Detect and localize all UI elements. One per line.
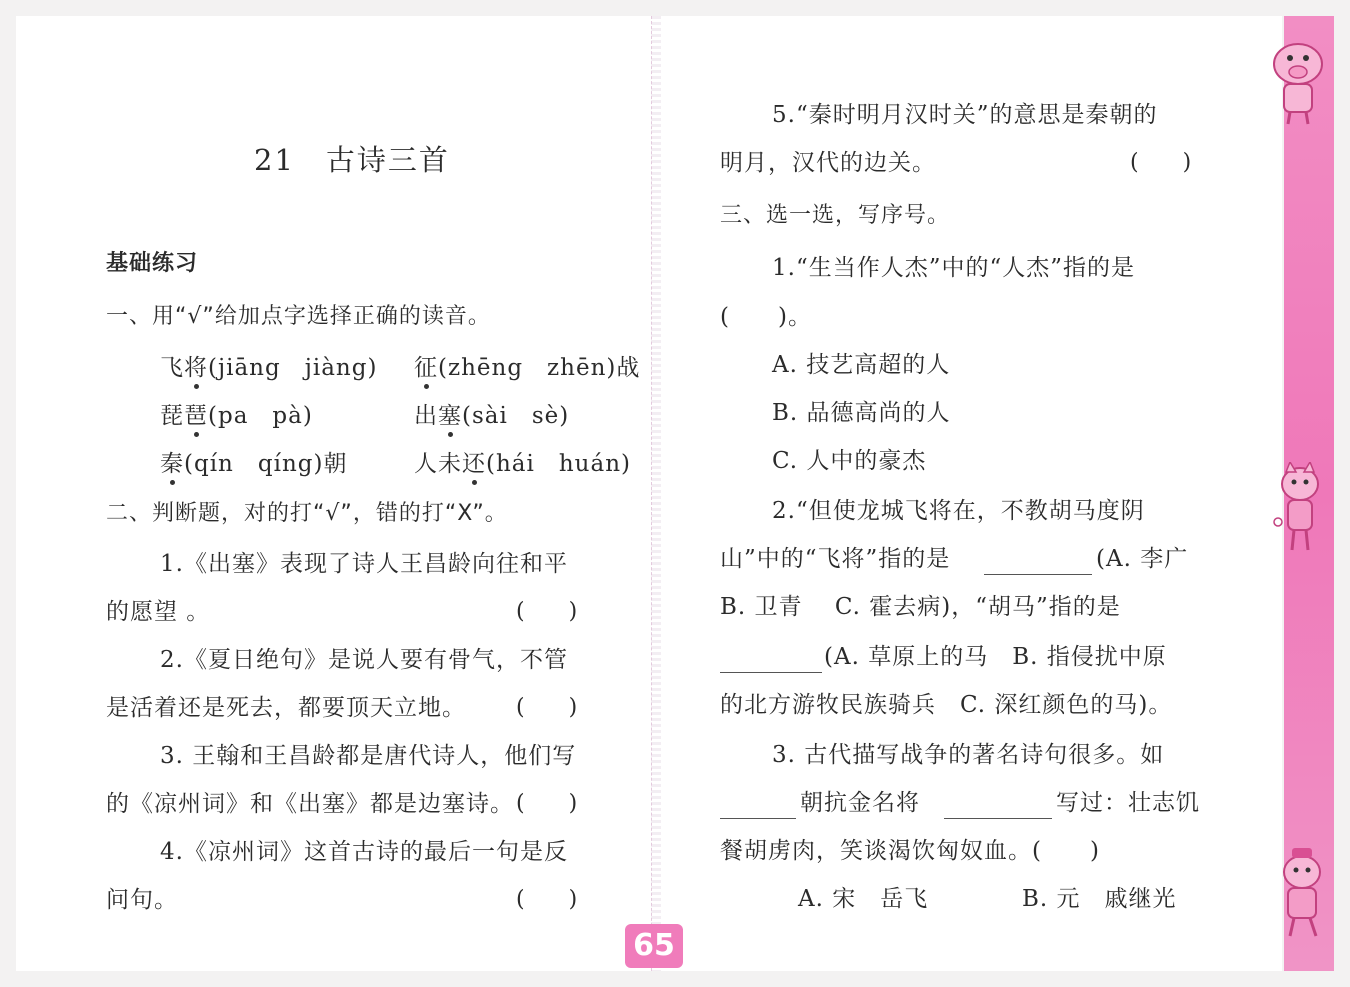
answer-blank[interactable] — [984, 550, 1092, 575]
answer-blank[interactable] — [720, 648, 822, 673]
answer-paren[interactable]: ( ) — [516, 887, 578, 912]
choice-question-line: 写过：壮志饥 — [1056, 790, 1200, 816]
dotted-char: 将 — [184, 355, 208, 381]
dotted-char: 还 — [462, 451, 486, 477]
pinyin-item: 飞将(jiāng jiàng) — [160, 355, 378, 381]
pinyin-item: 征(zhēng zhēn)战 — [414, 355, 641, 381]
question-2-heading: 二、判断题，对的打“√”，错的打“X”。 — [106, 501, 508, 526]
wolf-mascot-icon — [1270, 462, 1330, 554]
dotted-char: 塞 — [438, 403, 462, 429]
choice-question-line: 山”中的“飞将”指的是 — [720, 546, 951, 572]
page-title: 21 古诗三首 — [254, 143, 450, 177]
judge-line: 的愿望 。 — [106, 599, 211, 625]
dotted-char: 秦 — [160, 451, 184, 477]
judge-line: 4.《凉州词》这首古诗的最后一句是反 — [160, 839, 568, 865]
choice-question-line: 朝抗金名将 — [800, 790, 920, 816]
answer-paren[interactable]: ( ) — [516, 791, 578, 816]
choice-option: B. 品德高尚的人 — [772, 400, 951, 426]
choice-question-line: ( )。 — [720, 304, 812, 330]
dotted-char: 琶 — [184, 403, 208, 429]
choice-option: C. 人中的豪杰 — [772, 448, 927, 474]
judge-line: 2.《夏日绝句》是说人要有骨气，不管 — [160, 647, 568, 673]
answer-blank[interactable] — [944, 794, 1052, 819]
judge-line: 5.“秦时明月汉时关”的意思是秦朝的 — [772, 102, 1158, 128]
choice-question-line: 2.“但使龙城飞将在，不教胡马度阴 — [772, 498, 1145, 524]
choice-question-line: 的北方游牧民族骑兵 C. 深红颜色的马)。 — [720, 692, 1173, 718]
choice-option: A. 技艺高超的人 — [772, 352, 951, 378]
judge-line: 3. 王翰和王昌龄都是唐代诗人，他们写 — [160, 743, 577, 769]
pinyin-item: 秦(qín qíng)朝 — [160, 451, 348, 477]
pig-mascot-icon — [1262, 34, 1336, 126]
choice-question-line: 3. 古代描写战争的著名诗句很多。如 — [772, 742, 1165, 768]
judge-line: 的《凉州词》和《出塞》都是边塞诗。 — [106, 791, 514, 817]
answer-paren[interactable]: ( ) — [516, 599, 578, 624]
dotted-char: 征 — [414, 355, 438, 381]
wolf-mascot-bottom-icon — [1270, 844, 1334, 940]
choice-option: B. 元 戚继光 — [1022, 886, 1177, 912]
choice-question-line: (A. 李广 — [1096, 546, 1189, 572]
choice-question-line: 1.“生当作人杰”中的“人杰”指的是 — [772, 255, 1135, 281]
judge-line: 1.《出塞》表现了诗人王昌龄向往和平 — [160, 551, 568, 577]
judge-line: 问句。 — [106, 887, 178, 913]
question-1-heading: 一、用“√”给加点字选择正确的读音。 — [106, 304, 491, 329]
choice-question-line: (A. 草原上的马 B. 指侵扰中原 — [824, 644, 1167, 670]
answer-paren[interactable]: ( ) — [1130, 150, 1192, 175]
pinyin-item: 琵琶(pa pà) — [160, 403, 313, 429]
choice-question-line: B. 卫青 C. 霍去病)，“胡马”指的是 — [720, 594, 1121, 620]
pinyin-item: 人未还(hái huán) — [414, 451, 631, 477]
page-number: 65 — [625, 924, 683, 968]
choice-option: A. 宋 岳飞 — [798, 886, 929, 912]
question-3-heading: 三、选一选，写序号。 — [720, 203, 951, 228]
judge-line: 是活着还是死去，都要顶天立地。 — [106, 695, 466, 721]
pinyin-item: 出塞(sài sè) — [414, 403, 570, 429]
section-basic-practice: 基础练习 — [106, 251, 199, 276]
judge-line: 明月，汉代的边关。 — [720, 150, 936, 176]
answer-paren[interactable]: ( ) — [516, 695, 578, 720]
choice-question-line: 餐胡虏肉，笑谈渴饮匈奴血。( ) — [720, 838, 1100, 864]
answer-blank[interactable] — [720, 794, 796, 819]
